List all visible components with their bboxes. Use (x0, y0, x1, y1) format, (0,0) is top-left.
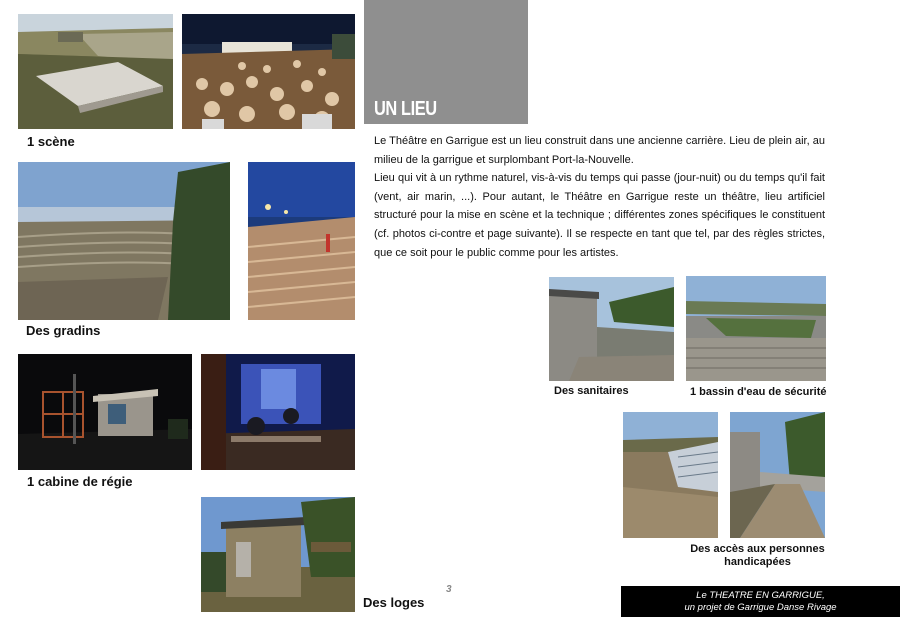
caption-acces (680, 543, 835, 569)
photo-sanitaires (549, 277, 674, 381)
page-number: 3 (446, 584, 452, 595)
photo-bassin (686, 276, 826, 381)
caption-sanitaires: Des sanitaires (554, 385, 629, 397)
body-text (374, 132, 825, 262)
photo-regie-interior (201, 354, 355, 470)
footer-banner (621, 586, 900, 617)
photo-gradins-dusk (248, 162, 355, 320)
caption-loges: Des loges (363, 595, 425, 610)
body-paragraph-1: Le Théâtre en Garrigue est un lieu construit dans une ancienne carrière. Lieu de plein air, au milieu de la garrigue et surplombant Port-la-Nouvelle. (374, 135, 825, 166)
caption-acces-text: Des accès aux personnes handicapées (690, 543, 825, 568)
photo-gradins-day (18, 162, 230, 320)
caption-scene: 1 scène (27, 134, 75, 149)
section-title: UN LIEU (374, 98, 437, 120)
photo-audience-night (182, 14, 355, 129)
photo-regie-night (18, 354, 192, 470)
footer-line-1: Le THEATRE EN GARRIGUE, (696, 590, 825, 601)
caption-gradins: Des gradins (26, 323, 101, 338)
caption-bassin: 1 bassin d'eau de sécurité (690, 386, 827, 398)
photo-acces-1 (623, 412, 718, 538)
footer-line-2: un projet de Garrigue Danse Rivage (684, 602, 837, 613)
body-paragraph-2: Lieu qui vit à un rythme naturel, vis-à-vis du temps qui passe (jour-nuit) ou du temps qu'il fait (vent, air marin, ...). Pour autant, le Théâtre en Garrigue reste un théâtre, lieu artificiel structuré pour la mise en scène et la technique ; différentes zones spécifiques le constituent (cf. photos ci-contre et page suivante). Il se respecte en tant que tel, par des règles strictes, que ce soit pour le public comme pour les artistes. (374, 172, 825, 259)
photo-acces-2 (730, 412, 825, 538)
photo-stage-day (18, 14, 173, 129)
caption-regie: 1 cabine de régie (27, 474, 133, 489)
photo-loges (201, 497, 355, 612)
